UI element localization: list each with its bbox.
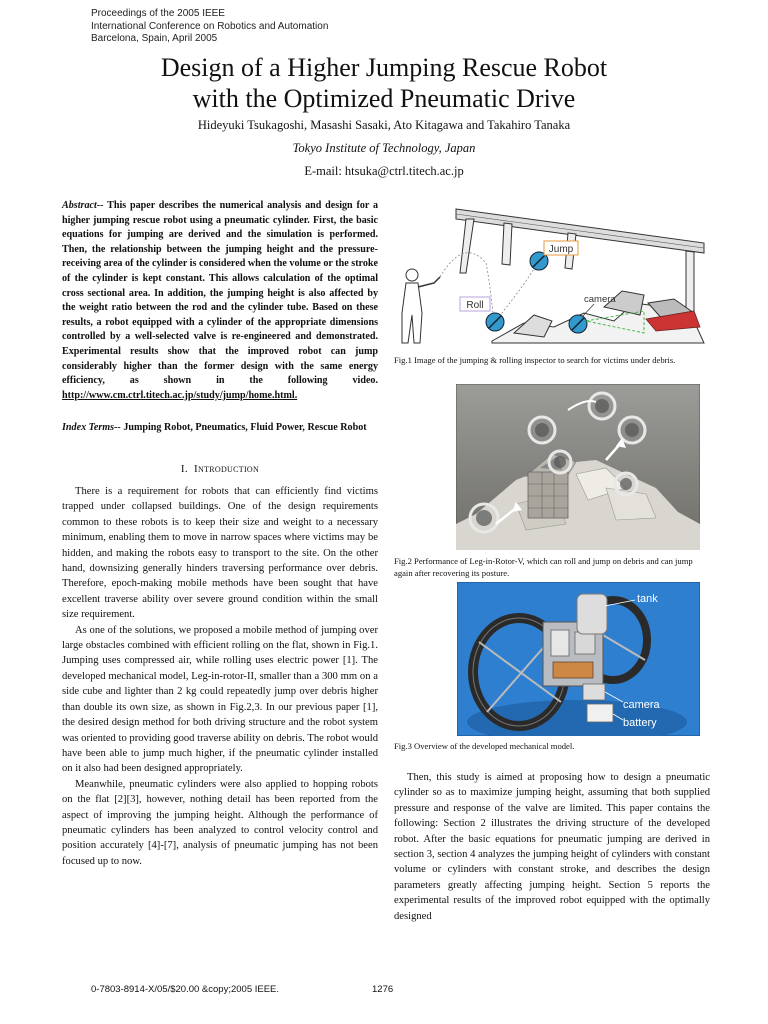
fig3-photo	[457, 582, 700, 736]
fig3-caption: Fig.3 Overview of the developed mechanical model.	[394, 741, 575, 751]
fig1-caption: Fig.1 Image of the jumping & rolling inspector to search for victims under debris.	[394, 355, 676, 365]
right-column-paragraph	[394, 770, 710, 924]
authors: Hideyuki Tsukagoshi, Masashi Sasaki, Ato Kitagawa and Takahiro Tanaka	[197, 118, 571, 132]
intro-paragraph-1: There is a requirement for robots that can efficiently find victims trapped under collapsed buildings. One of the design requirements common to these robots is to keep their size and weight to a necessary minimum, enabling them to move in narrow spaces where victims may be hidden, and making the robots easy to transport to the site. On the other hand, downsizing generally hinders traversing performance over debris. Therefore, epoch-making mobile methods have been sought that have excellent traverse ability over severe ground condition within the small size requirement.	[62, 486, 378, 621]
right-paragraph-text: Then, this study is aimed at proposing how to design a pneumatic cylinder so as to maximize jumping height, assuming that both supplied pressure and response of the valve are limited. This paper contains the following: Section 2 illustrates the driving structure of the developed robot. After the basic equations for pneumatic jumping are derived in section 3, section 4 analyzes the jumping height of cylinders with constant volume or cylinders with constant stroke, and describes the design parameters greatly affecting jumping height. Section 5 reports the experimental results of the improved robot equipped with the optimally designed	[394, 772, 710, 922]
intro-paragraph-2: As one of the solutions, we proposed a mobile method of jumping over large obstacles combined with efficient rolling on the flat, shown in Fig.1. Jumping uses compressed air, while rolling uses electric power [1]. The developed mechanical model, Leg-in-rotor-II, smaller than a 300 mm on a side cube and lighter than 2 kg could repeatedly jump over debris higher than double its own size, as shown in Fig.2,3. In our previous paper [1], the desired design method for both driving structure and the robot system was oriented to providing good traverse ability on debris. The robot would have been able to jump much higher, if the pneumatic cylinder installed on it also had been designed appropriately.	[62, 624, 378, 775]
fig1-illustration	[394, 203, 710, 351]
header-line-1: Proceedings of the 2005 IEEE	[91, 8, 225, 19]
fig3-tank-label: tank	[637, 593, 658, 605]
footer-copyright: 0-7803-8914-X/05/$20.00 &copy;2005 IEEE.	[91, 984, 280, 995]
abstract	[62, 199, 378, 403]
footer-page-number: 1276	[372, 984, 394, 995]
section-title: Introduction	[194, 463, 260, 475]
fig2-caption: Fig.2 Performance of Leg-in-Rotor-V, which can roll and jump on debris and can jump again after recovering its posture.	[394, 556, 693, 578]
header-line-2: International Conference on Robotics and Automation	[91, 20, 329, 32]
proceedings-header	[91, 8, 328, 46]
abstract-text: This paper describes the numerical analysis and design for a higher jumping rescue robot using a pneumatic cylinder. First, the basic equations for jumping are derived and the simulation is performed. Then, the relationship between the jumping height and the pressure-receiving area of the cylinder is considered when the volume or the stroke of the cylinder is kept constant. This allows calculation of the optimal cross sectional area. In addition, the jumping height is also affected by the weight ratio between the rod and the cylinder tube. Based on these results, a robot equipped with a cylinder of the appropriate dimensions controlled by a well-selected valve is re-engineered and demonstrated. Experimental results show that the improved robot can jump considerably higher than the former design with the same energy efficiency, as shown in the following video.	[62, 200, 378, 387]
section-heading-introduction	[62, 463, 378, 475]
intro-paragraph-3: Meanwhile, pneumatic cylinders were also applied to hopping robots on the flat [2][3], however, nothing detail has been reported from the aspect of improving the jumping height. Although the performance of pneumatic cylinders has been analyzed to control velocity control and position accurately [4]-[7], analysis of pneumatic jumping has not been focused up to now.	[62, 778, 378, 867]
title-line-2: with the Optimized Pneumatic Drive	[192, 84, 576, 113]
fig1-roll-label: Roll	[466, 300, 484, 311]
header-line-3: Barcelona, Spain, April 2005	[91, 33, 218, 44]
index-terms-label: Index Terms--	[62, 422, 121, 433]
index-terms	[62, 421, 378, 436]
video-link[interactable]: http://www.cm.ctrl.titech.ac.jp/study/jump/home.html.	[62, 389, 298, 401]
fig2-photo	[456, 384, 700, 550]
fig1-jump-label: Jump	[548, 244, 574, 255]
email: E-mail: htsuka@ctrl.titech.ac.jp	[304, 164, 464, 178]
fig3-camera-label: camera	[623, 699, 660, 711]
index-terms-text: Jumping Robot, Pneumatics, Fluid Power, Rescue Robot	[120, 422, 367, 433]
affiliation: Tokyo Institute of Technology, Japan	[292, 141, 476, 155]
introduction-body	[62, 484, 378, 869]
section-number: I.	[180, 463, 188, 475]
title-line-1: Design of a Higher Jumping Rescue Robot	[160, 53, 608, 82]
abstract-label: Abstract--	[62, 200, 104, 211]
fig1-camera-label: camera	[584, 294, 616, 305]
fig3-battery-label: battery	[623, 717, 657, 729]
paper-title	[0, 52, 768, 114]
